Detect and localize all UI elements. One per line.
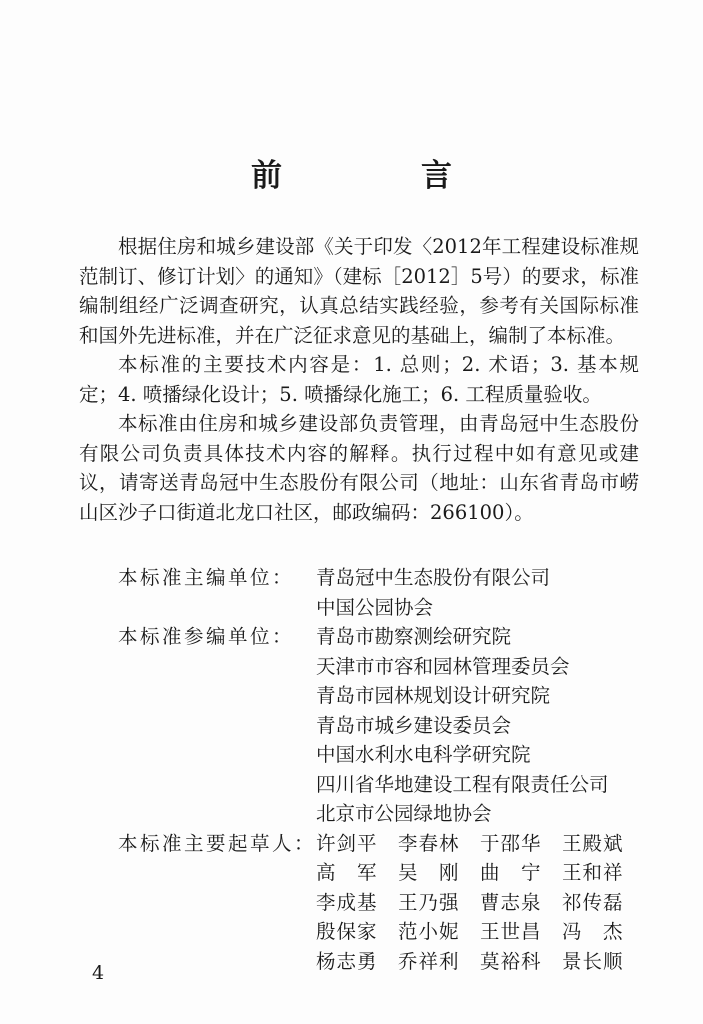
chief-units-label: 本标准主编单位： [118, 566, 295, 589]
drafter-name: 王和祥 [562, 861, 624, 884]
paragraph-main-content: 本标准的主要技术内容是：1. 总则；2. 术语；3. 基本规定；4. 喷播绿化设计；5. 喷播绿化施工；6. 工程质量验收。 [79, 353, 639, 406]
drafter-name: 李成基 [316, 890, 378, 914]
paragraph-management: 本标准由住房和城乡建设部负责管理，由青岛冠中生态股份有限公司负责具体技术内容的解释。执行过程中如有意见或建议，请寄送青岛冠中生态股份有限公司（地址：山东省青岛市崂山区沙子口街道北龙口社区，邮政编码：266100）。 [79, 412, 639, 524]
chief-units-block [79, 563, 659, 622]
drafter-name: 景长顺 [562, 949, 624, 973]
drafter-name: 王乃强 [398, 890, 460, 914]
drafter-name: 王殿斌 [562, 831, 624, 855]
participating-unit-item: 中国水利水电科学研究院 [316, 743, 531, 766]
drafter-name: 莫裕科 [480, 949, 542, 973]
units-section [79, 563, 659, 976]
participating-units-list [316, 622, 659, 829]
drafter-name: 范小妮 [398, 920, 460, 943]
drafter-name: 祁传磊 [562, 890, 624, 914]
drafter-name: 曲 宁 [480, 861, 542, 884]
page-number: 4 [92, 962, 105, 984]
drafter-name: 高 军 [316, 861, 378, 884]
chief-units-list [316, 563, 659, 622]
participating-units-label: 本标准参编单位： [118, 625, 295, 648]
drafter-name: 李春林 [398, 831, 460, 855]
drafter-name: 王世昌 [480, 920, 542, 943]
participating-unit-item: 青岛市勘察测绘研究院 [316, 625, 512, 648]
drafter-name: 许剑平 [316, 831, 378, 855]
preface-body [79, 232, 639, 527]
participating-unit-item: 北京市公园绿地协会 [316, 802, 492, 825]
drafter-name: 殷保家 [316, 920, 378, 943]
drafter-name: 于邵华 [480, 831, 542, 855]
drafter-name: 杨志勇 [316, 949, 378, 973]
participating-unit-item: 天津市市容和园林管理委员会 [316, 654, 570, 678]
drafters-block [79, 829, 659, 977]
page-title: 前 言 [251, 158, 506, 194]
paragraph-background: 根据住房和城乡建设部《关于印发〈2012年工程建设标准规范制订、修订计划〉的通知》（建标［2012］5号）的要求，标准编制组经广泛调查研究，认真总结实践经验，参考有关国际标准和国外先进标准，并在广泛征求意见的基础上，编制了本标准。 [79, 235, 639, 347]
drafter-name: 曹志泉 [480, 890, 542, 914]
drafters-label: 本标准主要起草人： [118, 831, 317, 855]
drafters-list [316, 829, 659, 977]
drafter-name: 冯 杰 [562, 920, 624, 943]
drafter-name: 吴 刚 [398, 861, 460, 884]
drafter-name: 乔祥利 [398, 949, 460, 973]
chief-unit-item: 中国公园协会 [316, 595, 434, 619]
participating-unit-item: 青岛市园林规划设计研究院 [316, 684, 551, 707]
chief-unit-item: 青岛冠中生态股份有限公司 [316, 566, 551, 589]
participating-unit-item: 青岛市城乡建设委员会 [316, 713, 512, 737]
participating-unit-item: 四川省华地建设工程有限责任公司 [316, 772, 609, 796]
participating-units-block [79, 622, 659, 829]
